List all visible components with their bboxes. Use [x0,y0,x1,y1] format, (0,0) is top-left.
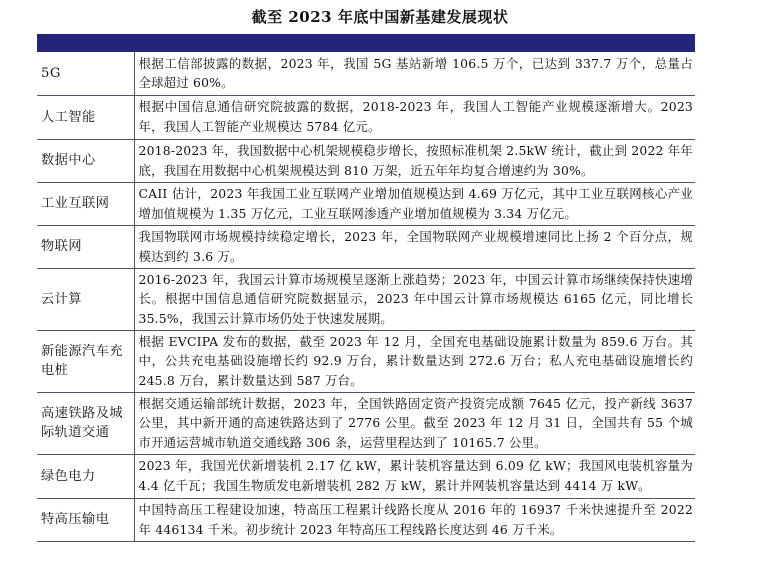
page-title: 截至 2023 年底中国新基建发展现状 [251,8,509,26]
row-category: 绿色电力 [37,454,134,498]
row-description: 根据交通运输部统计数据，2023 年，全国铁路固定资产投资完成额 7645 亿元，投产新线 3637 公里，其中新开通的高速铁路达到了 2776 公里。截至 2023 年 12 月 31 日，全国共有 55 个城市开通运营城市轨道交通线路 306 条，运营里程达到了 10165.7 公里。 [134,392,695,454]
row-description: 根据 EVCIPA 发布的数据，截至 2023 年 12 月，全国充电基础设施累计数量为 859.6 万台。其中，公共充电基础设施增长约 92.9 万台，累计数量达到 272.6 万台；私人充电基础设施增长约 245.8 万台，累计数量达到 587 万台。 [134,330,695,392]
row-category: 数据中心 [37,139,134,182]
row-category: 物联网 [37,225,134,268]
table-row [37,182,695,225]
table-row [37,225,695,268]
infrastructure-table [37,52,695,542]
row-description: 2023 年，我国光伏新增装机 2.17 亿 kW，累计装机容量达到 6.09 亿 kW；我国风电装机容量为 4.4 亿千瓦；我国生物质发电新增装机 282 万 kW，累计并网装机容量达到 4414 万 kW。 [134,454,695,498]
table-row [37,498,695,541]
row-category: 高速铁路及城际轨道交通 [37,392,134,454]
table-row [37,52,695,95]
table-row [37,454,695,498]
row-description: 根据工信部披露的数据，2023 年，我国 5G 基站新增 106.5 万个，已达到 337.7 万个，总量占全球超过 60%。 [134,52,695,95]
table-row [37,330,695,392]
row-category: 新能源汽车充电桩 [37,330,134,392]
row-category: 云计算 [37,268,134,330]
table-row [37,392,695,454]
row-description: 根据中国信息通信研究院披露的数据，2018-2023 年，我国人工智能产业规模逐渐增大。2023 年，我国人工智能产业规模达 5784 亿元。 [134,95,695,139]
row-description: CAII 估计，2023 年我国工业互联网产业增加值规模达到 4.69 万亿元，其中工业互联网核心产业增加值规模为 1.35 万亿元，工业互联网渗透产业增加值规模为 3.34 万亿元。 [134,182,695,225]
row-description: 2016-2023 年，我国云计算市场规模呈逐渐上涨趋势；2023 年，中国云计算市场继续保持快速增长。根据中国信息通信研究院数据显示，2023 年中国云计算市场规模达 6165 亿元，同比增长 35.5%，我国云计算市场仍处于快速发展期。 [134,268,695,330]
row-category: 人工智能 [37,95,134,139]
table-row [37,268,695,330]
table-header-bar [37,34,695,52]
row-description: 我国物联网市场规模持续稳定增长，2023 年，全国物联网产业规模增速同比上扬 2 个百分点，规模达到约 3.6 万。 [134,225,695,268]
row-category: 特高压输电 [37,498,134,541]
row-description: 2018-2023 年，我国数据中心机架规模稳步增长，按照标准机架 2.5kW 统计，截止到 2022 年年底，我国在用数据中心机架规模达到 810 万架，近五年年均复合增速约为 30%。 [134,139,695,182]
table-row [37,95,695,139]
row-category: 5G [37,52,134,95]
row-description: 中国特高压工程建设加速，特高压工程累计线路长度从 2016 年的 16937 千米快速提升至 2022 年 446134 千米。初步统计 2023 年特高压工程线路长度达到 46 万千米。 [134,498,695,541]
table-row [37,139,695,182]
row-category: 工业互联网 [37,182,134,225]
